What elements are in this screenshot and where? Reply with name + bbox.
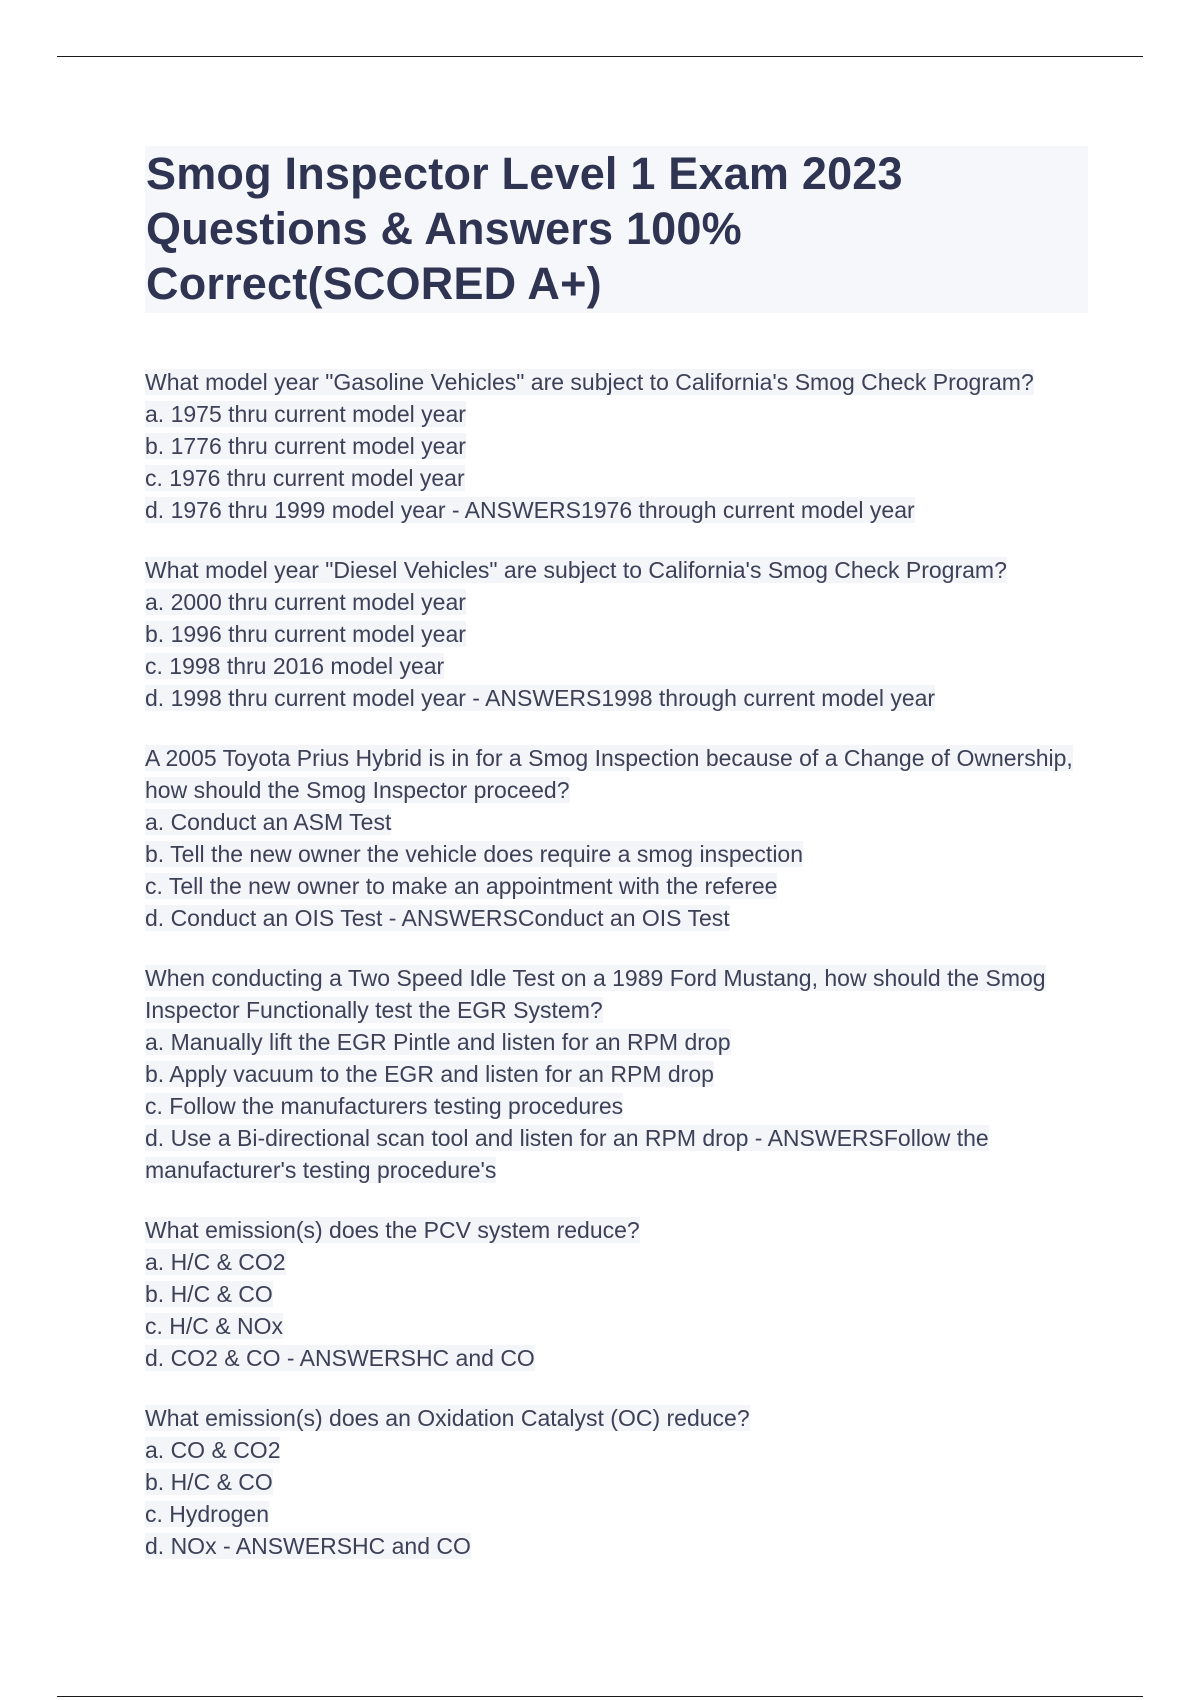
qa-item-4 [145,964,1085,1188]
option-a: a. Conduct an ASM Test [145,809,392,835]
option-d-with-answer: d. Use a Bi-directional scan tool and listen for an RPM drop - ANSWERSFollow the manufacturer's testing procedure's [145,1125,989,1183]
page-title: Smog Inspector Level 1 Exam 2023 Questions & Answers 100% Correct(SCORED A+) [146,148,903,309]
option-b: b. 1996 thru current model year [145,621,466,647]
option-b: b. Apply vacuum to the EGR and listen for an RPM drop [145,1061,714,1087]
option-d-with-answer: d. CO2 & CO - ANSWERSHC and CO [145,1345,535,1371]
qa-item-2 [145,556,1085,716]
qa-item-6 [145,1404,1085,1564]
top-rule [57,56,1143,57]
qa-item-1 [145,368,1085,528]
bottom-rule [57,1696,1143,1697]
option-d-with-answer: d. NOx - ANSWERSHC and CO [145,1533,471,1559]
qa-list [145,368,1085,1592]
question-text: When conducting a Two Speed Idle Test on a 1989 Ford Mustang, how should the Smog Inspector Functionally test the EGR System? [145,965,1046,1023]
option-b: b. Tell the new owner the vehicle does require a smog inspection [145,841,804,867]
option-b: b. H/C & CO [145,1469,273,1495]
option-b: b. 1776 thru current model year [145,433,466,459]
option-c: c. Hydrogen [145,1501,270,1527]
title-block [145,146,1088,313]
qa-item-5 [145,1216,1085,1376]
qa-item-3 [145,744,1085,936]
option-a: a. Manually lift the EGR Pintle and listen for an RPM drop [145,1029,731,1055]
option-c: c. 1998 thru 2016 model year [145,653,445,679]
question-text: What emission(s) does the PCV system reduce? [145,1217,640,1243]
question-text: A 2005 Toyota Prius Hybrid is in for a Smog Inspection because of a Change of Ownership, how should the Smog Inspector proceed? [145,745,1073,803]
option-b: b. H/C & CO [145,1281,273,1307]
option-c: c. H/C & NOx [145,1313,284,1339]
option-d-with-answer: d. 1976 thru 1999 model year - ANSWERS1976 through current model year [145,497,915,523]
question-text: What model year "Diesel Vehicles" are subject to California's Smog Check Program? [145,557,1007,583]
option-c: c. 1976 thru current model year [145,465,465,491]
question-text: What model year "Gasoline Vehicles" are subject to California's Smog Check Program? [145,369,1034,395]
option-a: a. CO & CO2 [145,1437,281,1463]
option-d-with-answer: d. 1998 thru current model year - ANSWERS1998 through current model year [145,685,936,711]
option-a: a. H/C & CO2 [145,1249,286,1275]
option-a: a. 2000 thru current model year [145,589,466,615]
option-d-with-answer: d. Conduct an OIS Test - ANSWERSConduct an OIS Test [145,905,730,931]
option-c: c. Follow the manufacturers testing procedures [145,1093,624,1119]
option-a: a. 1975 thru current model year [145,401,466,427]
question-text: What emission(s) does an Oxidation Catalyst (OC) reduce? [145,1405,750,1431]
option-c: c. Tell the new owner to make an appointment with the referee [145,873,778,899]
